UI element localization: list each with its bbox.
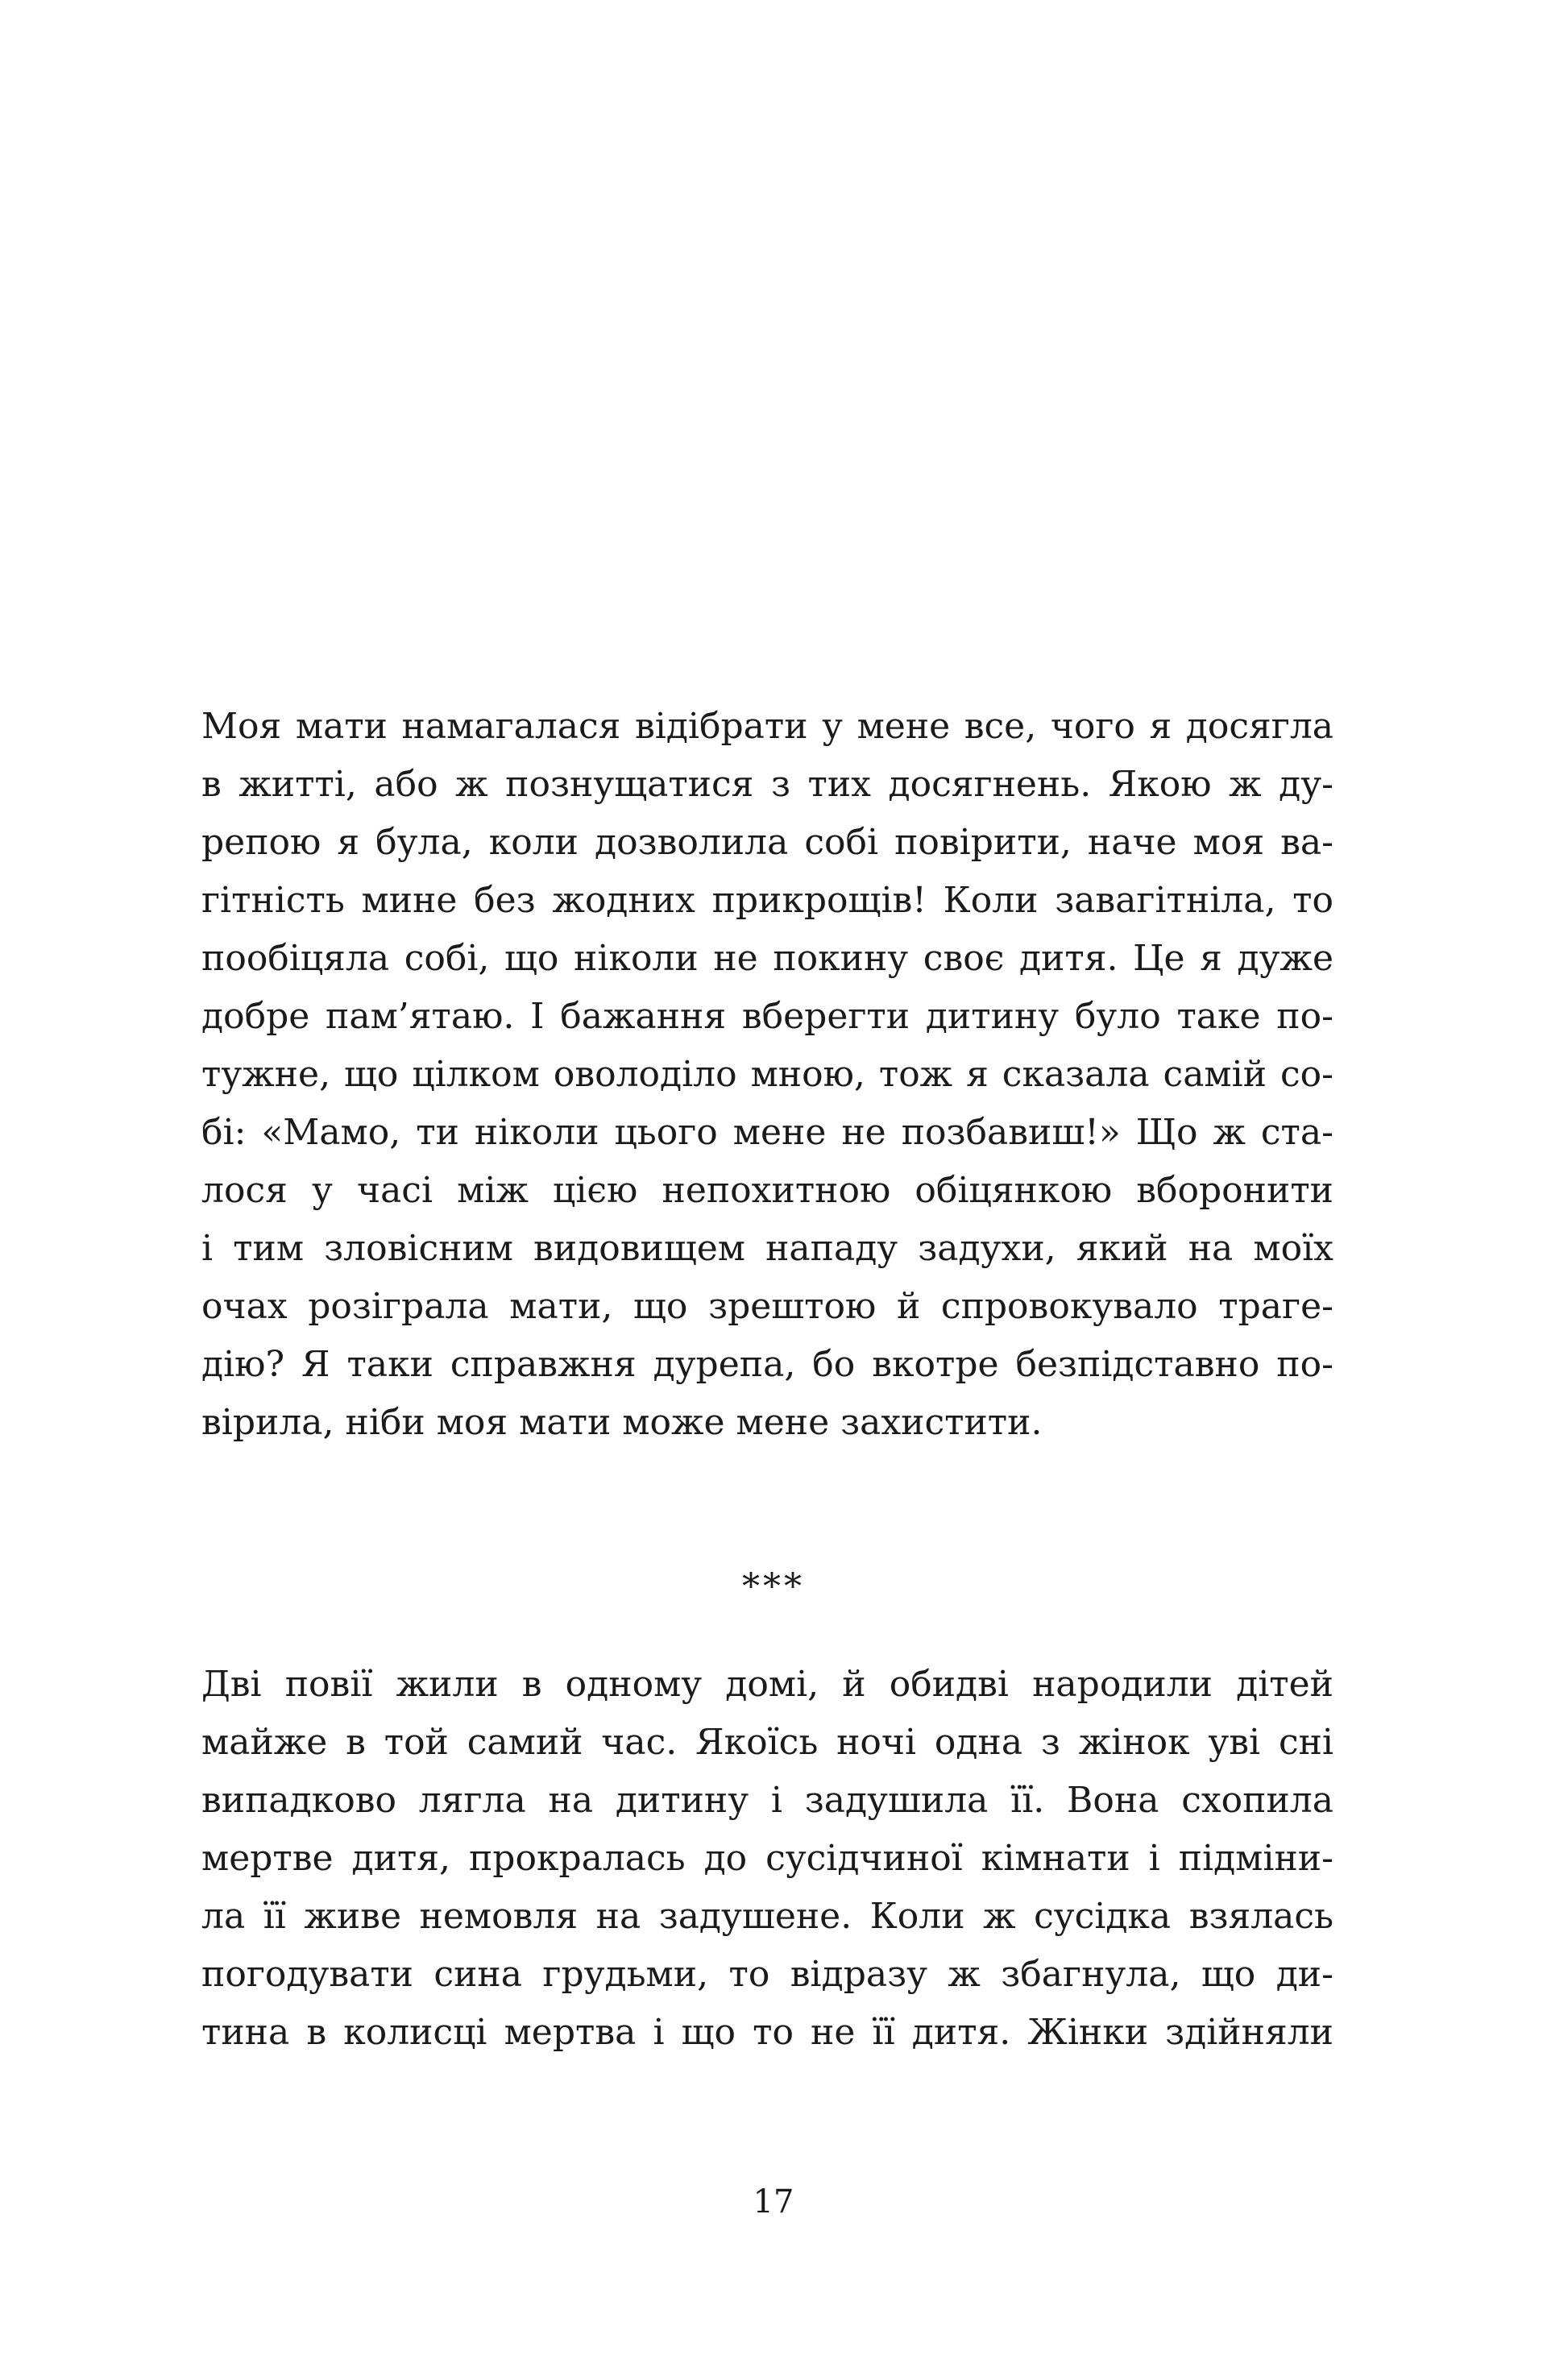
paragraph-1-line: репою я була, коли дозволила собі повірити, наче моя ва- <box>201 822 1333 863</box>
page-number: 17 <box>753 2183 794 2220</box>
paragraph-2-line: тина в колисці мертва і що то не її дитя. Жінки здійняли <box>201 2012 1333 2053</box>
paragraph-1-line: лося у часі між цією непохитною обіцянкою вборонити <box>201 1170 1333 1211</box>
paragraph-1-line: Моя мати намагалася відібрати у мене все, чого я досягла <box>201 706 1333 747</box>
paragraph-1-line: і тим зловісним видовищем нападу задухи, який на моїх <box>201 1228 1333 1269</box>
paragraph-2-line: погодувати сина грудьми, то відразу ж збагнула, що ди- <box>201 1954 1333 1995</box>
paragraph-1-line: вірила, ніби моя мати може мене захистити. <box>201 1402 1043 1443</box>
paragraph-2 <box>201 1656 1333 2062</box>
paragraph-1-line: бі: «Мамо, ти ніколи цього мене не позбавиш!» Що ж ста- <box>201 1112 1333 1153</box>
paragraph-2-line: мертве дитя, прокралась до сусідчиної кімнати і підміни- <box>201 1838 1333 1879</box>
paragraph-1-line: очах розіграла мати, що зрештою й спровокувало траге- <box>201 1286 1333 1327</box>
paragraph-1-line: тужне, що цілком оволоділо мною, тож я сказала самій со- <box>201 1054 1333 1095</box>
paragraph-1-line: в житті, або ж познущатися з тих досягнень. Якою ж ду- <box>201 764 1333 805</box>
paragraph-2-line: випадково лягла на дитину і задушила її. Вона схопила <box>201 1780 1333 1821</box>
paragraph-1-line: гітність мине без жодних прикрощів! Коли завагітніла, то <box>201 880 1333 921</box>
paragraph-2-line: ла її живе немовля на задушене. Коли ж сусідка взялась <box>201 1896 1333 1937</box>
paragraph-1 <box>201 698 1333 1452</box>
section-separator: *** <box>742 1566 805 1607</box>
paragraph-1-line: добре пам’ятаю. І бажання вберегти дитину було таке по- <box>201 996 1333 1037</box>
paragraph-2-line: Дві повії жили в одному домі, й обидві народили дітей <box>201 1664 1333 1705</box>
paragraph-2-line: майже в той самий час. Якоїсь ночі одна з жінок уві сні <box>201 1722 1333 1763</box>
paragraph-1-line: дію? Я таки справжня дурепа, бо вкотре безпідставно по- <box>201 1344 1333 1385</box>
paragraph-1-line: пообіцяла собі, що ніколи не покину своє дитя. Це я дуже <box>201 938 1333 979</box>
